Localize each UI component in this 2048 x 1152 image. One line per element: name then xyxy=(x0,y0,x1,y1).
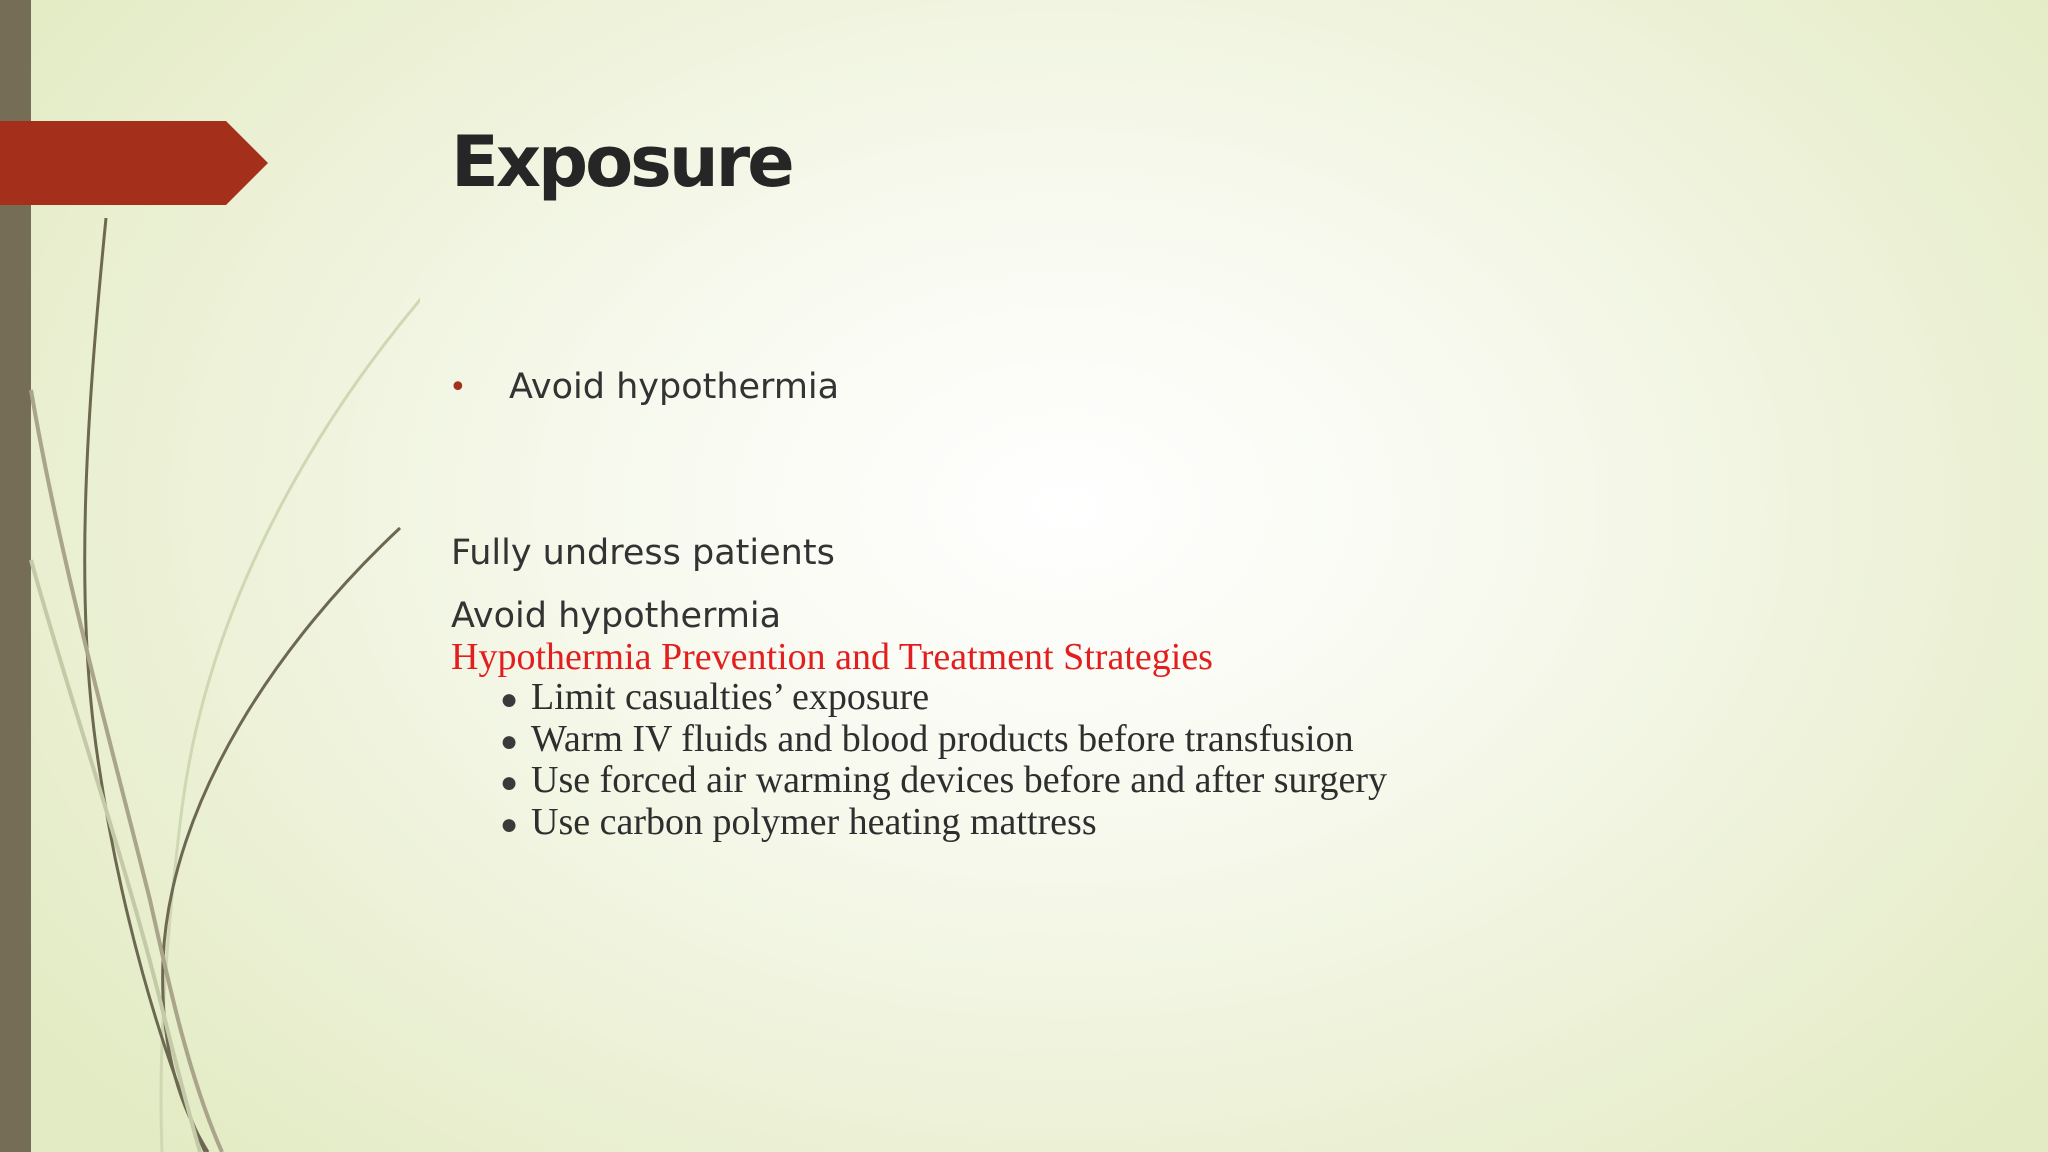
body-line-avoid-hypothermia: Avoid hypothermia xyxy=(451,596,782,636)
strategy-list xyxy=(500,677,1387,843)
bullet-item xyxy=(449,362,839,412)
strategy-marker: ● xyxy=(500,683,519,716)
strategy-text: Warm IV fluids and blood products before transfusion xyxy=(531,717,1354,760)
strategy-marker: ● xyxy=(500,766,519,799)
bullet-marker: • xyxy=(449,369,467,405)
title-arrow-accent xyxy=(0,121,270,205)
slide-title: Exposure xyxy=(451,121,792,203)
strategy-item xyxy=(500,719,1387,761)
strategies-heading: Hypothermia Prevention and Treatment Strategies xyxy=(451,636,1213,678)
strategy-text: Limit casualties’ exposure xyxy=(531,676,930,718)
strategy-item xyxy=(500,760,1387,802)
strategy-item xyxy=(500,802,1387,844)
bullet-text: Avoid hypothermia xyxy=(509,367,840,407)
strategy-text: Use carbon polymer heating mattress xyxy=(531,800,1097,843)
strategy-marker: ● xyxy=(500,807,519,841)
strategy-item xyxy=(500,677,1387,719)
strategy-marker: ● xyxy=(500,724,519,758)
strategy-text: Use forced air warming devices before and after surgery xyxy=(531,759,1388,801)
body-line-undress: Fully undress patients xyxy=(451,533,835,573)
